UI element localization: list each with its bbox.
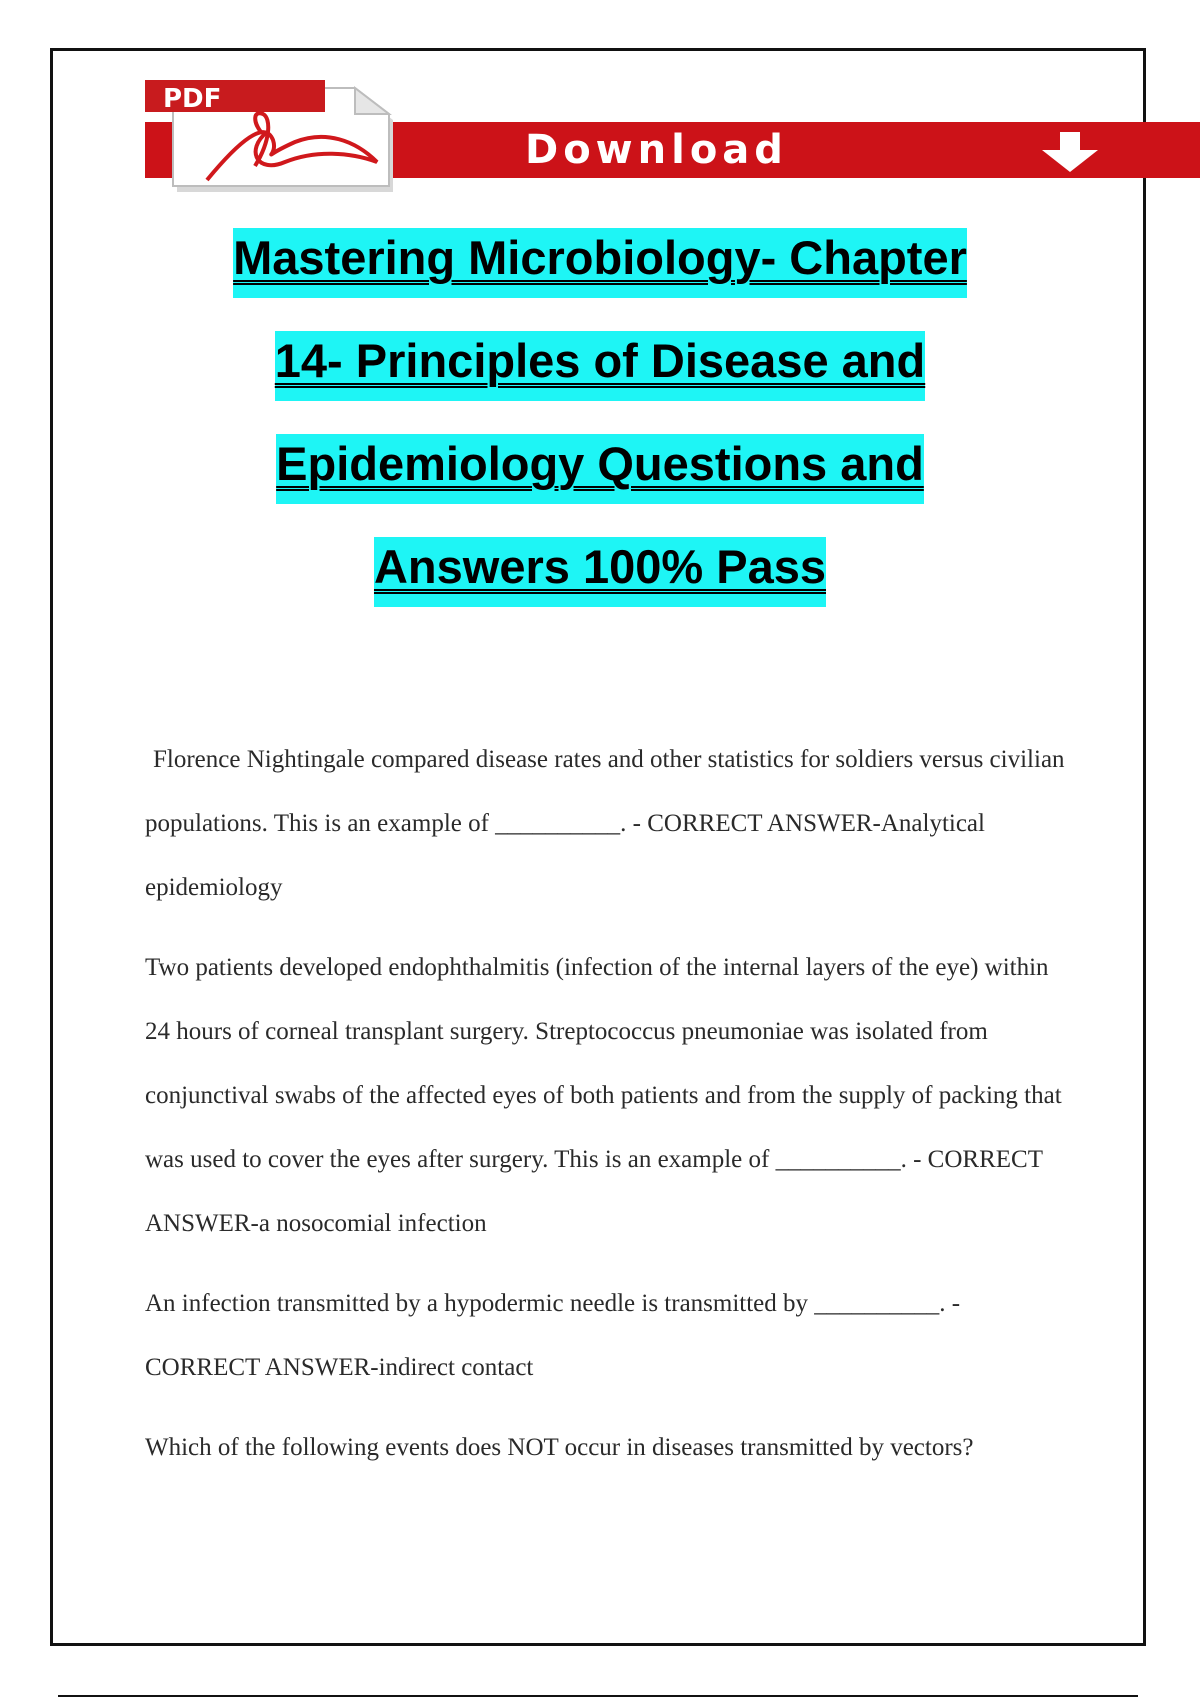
document-title (120, 228, 1080, 607)
title-line: 14- Principles of Disease and (275, 331, 925, 401)
qa-content (145, 728, 1065, 1496)
qa-item: Two patients developed endophthalmitis (infection of the internal layers of the eye) within 24 hours of corneal transplant surgery. Streptococcus pneumoniae was isolated from conjunctival swabs of the affected eyes of both patients and from the supply of packing that was used to cover the eyes after surgery. This is an example of __________. - CORRECT ANSWER-a nosocomial infection (145, 954, 1062, 1237)
title-line: Answers 100% Pass (374, 537, 826, 607)
bottom-rule (58, 1695, 1138, 1697)
download-arrow-icon[interactable] (1030, 130, 1110, 174)
pdf-label: PDF (163, 84, 222, 114)
qa-item: An infection transmitted by a hypodermic needle is transmitted by __________. - CORRECT ANSWER-indirect contact (145, 1290, 961, 1381)
qa-item: Florence Nightingale compared disease rates and other statistics for soldiers versus civilian populations. This is an example of __________. - CORRECT ANSWER-Analytical epidemiology (145, 746, 1065, 901)
qa-item: Which of the following events does NOT occur in diseases transmitted by vectors? (145, 1434, 974, 1461)
download-label[interactable]: Download (525, 127, 788, 173)
title-line: Mastering Microbiology- Chapter (233, 228, 967, 298)
title-line: Epidemiology Questions and (276, 434, 924, 504)
pdf-file-icon[interactable] (145, 80, 410, 192)
